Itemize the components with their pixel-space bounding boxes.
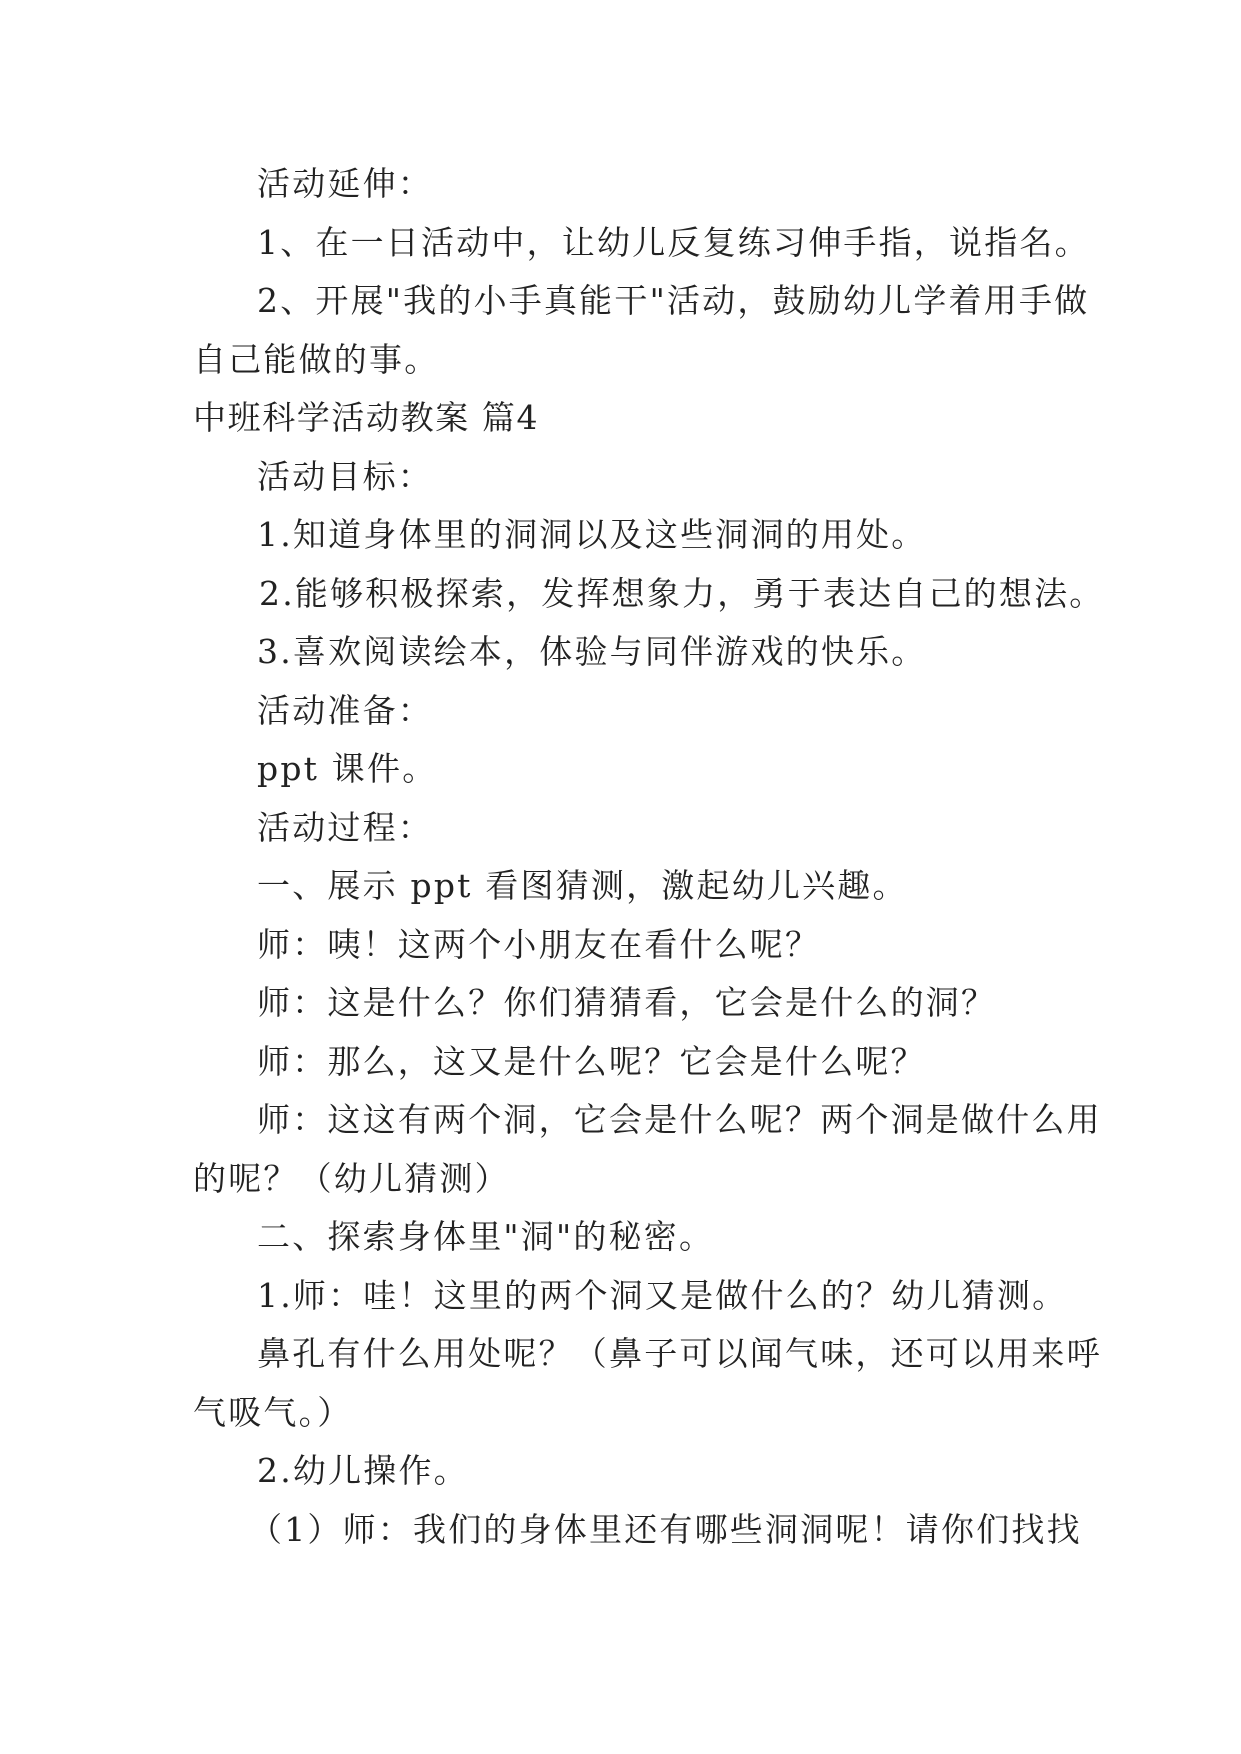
- section-heading-activity-preparation: 活动准备：: [257, 690, 433, 730]
- paragraph-continuation: 自己能做的事。: [193, 339, 440, 379]
- step-heading: 一、展示 ppt 看图猜测，激起幼儿兴趣。: [257, 866, 908, 905]
- teacher-line: 师：那么，这又是什么呢？它会是什么呢？: [257, 1041, 926, 1081]
- section-heading-activity-extension: 活动延伸：: [257, 164, 433, 203]
- paragraph: 1、在一日活动中，让幼儿反复练习伸手指，说指名。: [257, 222, 1090, 262]
- goal-item: 2.能够积极探索，发挥想象力，勇于表达自己的想法。: [259, 573, 1105, 613]
- goal-item: 1.知道身体里的洞洞以及这些洞洞的用处。: [257, 515, 927, 554]
- document-body: [193, 155, 1105, 1559]
- teacher-line: 师：这是什么？你们猜猜看，它会是什么的洞？: [257, 983, 997, 1022]
- step-heading: 2.幼儿操作。: [257, 1451, 469, 1490]
- teacher-line: 师：咦！这两个小朋友在看什么呢？: [257, 924, 821, 964]
- paragraph: 2、开展"我的小手真能干"活动，鼓励幼儿学着用手做: [257, 281, 1090, 320]
- section-heading-activity-goals: 活动目标：: [257, 456, 433, 496]
- paragraph-continuation: 的呢？（幼儿猜测）: [193, 1158, 510, 1198]
- teacher-line: 师：这这有两个洞，它会是什么呢？两个洞是做什么用: [257, 1100, 1102, 1139]
- paragraph: 鼻孔有什么用处呢？（鼻子可以闻气味，还可以用来呼: [257, 1334, 1102, 1373]
- step-heading: 二、探索身体里"洞"的秘密。: [257, 1217, 715, 1256]
- section-heading-activity-process: 活动过程：: [257, 807, 433, 847]
- lesson-plan-title: 中班科学活动教案 篇4: [193, 398, 540, 437]
- paragraph: ppt 课件。: [257, 749, 438, 788]
- goal-item: 3.喜欢阅读绘本，体验与同伴游戏的快乐。: [257, 632, 927, 671]
- teacher-line: 1.师：哇！这里的两个洞又是做什么的？幼儿猜测。: [257, 1275, 1068, 1315]
- paragraph-continuation: 气吸气。）: [193, 1392, 353, 1432]
- teacher-line: （1）师：我们的身体里还有哪些洞洞呢！请你们找找: [249, 1509, 1082, 1549]
